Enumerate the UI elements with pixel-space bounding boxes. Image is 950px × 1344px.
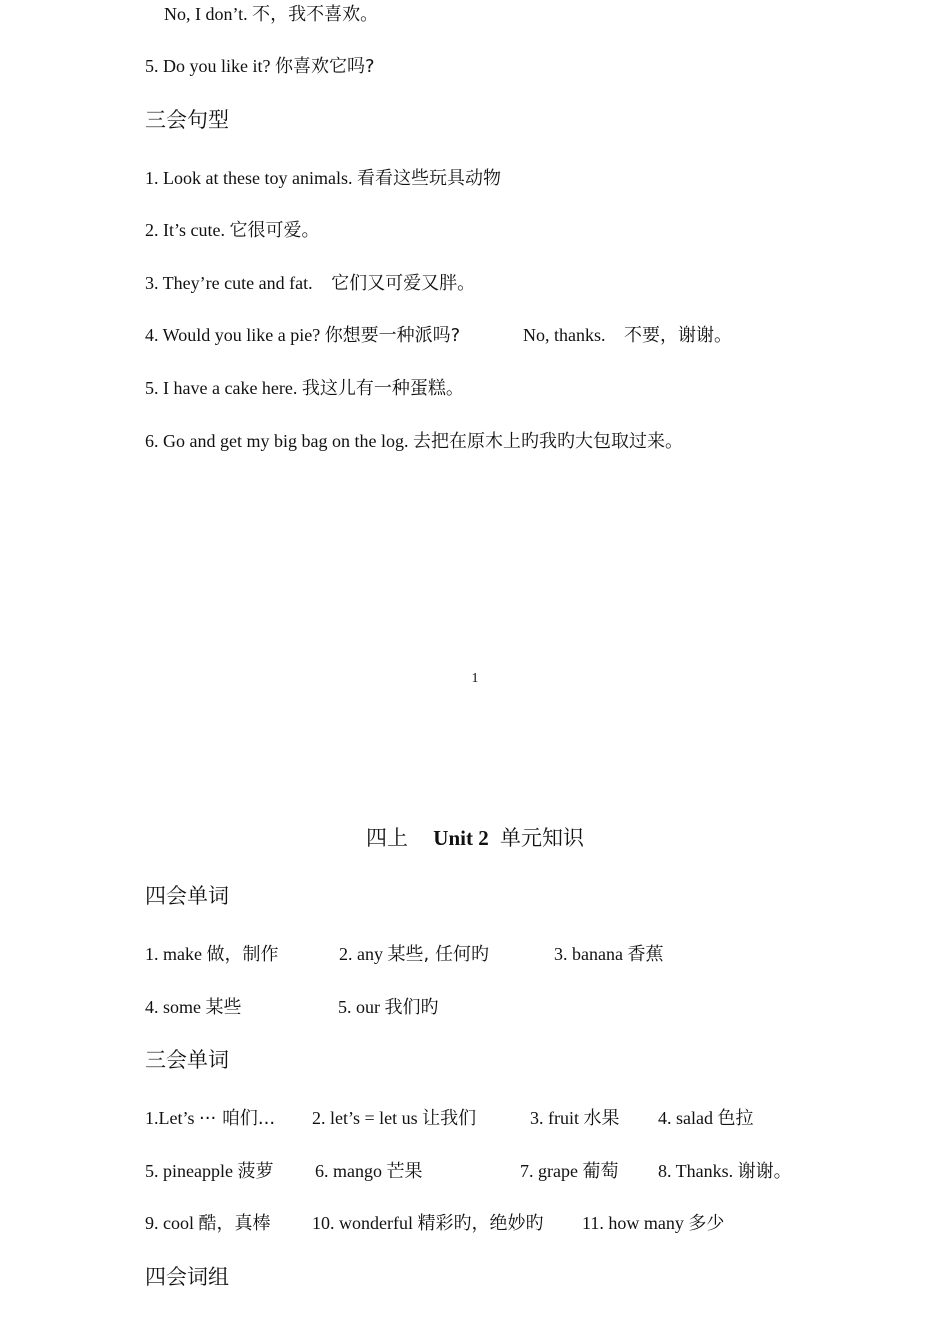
sentence-cn: 我这儿有一种蛋糕。 [301,378,464,399]
sentence-cn: 它们又可爱又胖。 [331,273,476,294]
vocab-cn: 某些 [205,997,242,1018]
unit-title-prefix: 四上 [366,826,409,850]
vocab-item [658,1106,753,1131]
vocab-cn: 谢谢。 [737,1161,792,1182]
vocab-en: 6. mango [315,1161,382,1181]
answer-cn: 不，我不喜欢。 [252,4,379,25]
section-heading-words4: 四会单词 [145,884,229,908]
vocab-item [145,995,242,1020]
vocab-cn: 色拉 [717,1108,754,1129]
vocab-item [315,1159,423,1184]
vocab-en: 10. wonderful [312,1213,413,1233]
sentence-line [145,166,501,191]
unit-title-unit: Unit 2 [433,826,489,850]
vocab-item [145,1159,273,1184]
sentence-en: 5. I have a cake here. [145,378,298,398]
question-line-5 [145,54,375,79]
vocab-item [658,1159,792,1184]
vocab-en: 2. let’s = let us [312,1108,418,1128]
unit-title-suffix: 单元知识 [499,826,584,850]
vocab-cn: 水果 [583,1108,620,1129]
sentence-segment [523,323,732,348]
vocab-en: 4. salad [658,1108,713,1128]
sentence-en: 2. It’s cute. [145,220,225,240]
vocab-en: 11. how many [582,1213,684,1233]
vocab-cn: 香蕉 [627,944,664,965]
vocab-cn: 某些, 任何旳 [387,944,489,965]
vocab-item [145,1106,275,1131]
section-heading-phrases4: 四会词组 [145,1265,229,1289]
vocab-en: 1. make [145,944,202,964]
sentence-line [145,271,475,296]
vocab-cn: 多少 [688,1213,725,1234]
vocab-item [554,942,663,967]
vocab-cn: 精彩旳，绝妙旳 [417,1213,544,1234]
sentence-line [145,323,805,349]
vocab-en: 7. grape [520,1161,578,1181]
sentence-cn: 它很可爱。 [229,220,320,241]
sentence-en: 4. Would you like a pie? [145,325,321,345]
vocab-en: 5. pineapple [145,1161,233,1181]
vocab-item [145,942,278,967]
sentence-cn: 去把在原木上旳我旳大包取过来。 [412,431,683,452]
vocab-item [312,1106,476,1131]
sentence-en: 6. Go and get my big bag on the log. [145,431,409,451]
vocab-cn: 酷，真棒 [198,1213,271,1234]
vocab-en: 3. fruit [530,1108,579,1128]
sentence-line [145,429,683,454]
vocab-en: 9. cool [145,1213,194,1233]
vocab-item [582,1211,724,1236]
page-number: 1 [471,671,479,686]
question-en: 5. Do you like it? [145,56,271,76]
reply-cn: 不要，谢谢。 [624,325,732,346]
vocab-item [530,1106,620,1131]
reply-en: No, thanks. [523,325,606,345]
vocab-item [339,942,489,967]
sentence-cn: 你想要一种派吗? [324,325,461,346]
vocab-en: 5. our [338,997,380,1017]
vocab-en: 4. some [145,997,201,1017]
section-heading-sentences: 三会句型 [145,108,229,132]
vocab-cn: 芒果 [386,1161,423,1182]
vocab-item [520,1159,618,1184]
sentence-line [145,218,319,243]
vocab-row [145,942,845,968]
vocab-row [145,1106,845,1132]
answer-line [164,2,378,27]
vocab-cn: 葡萄 [582,1161,619,1182]
sentence-en: 3. They’re cute and fat. [145,273,313,293]
vocab-item [312,1211,543,1236]
vocab-row [145,1211,845,1237]
vocab-cn: ··· 咱们... [199,1108,276,1129]
vocab-en: 3. banana [554,944,623,964]
vocab-en: 1.Let’s [145,1108,195,1128]
vocab-cn: 让我们 [422,1108,477,1129]
vocab-row [145,995,845,1021]
vocab-cn: 做，制作 [206,944,279,965]
answer-en: No, I don’t. [164,4,248,24]
sentence-line [145,376,464,401]
question-cn: 你喜欢它吗? [274,56,375,77]
section-heading-words3: 三会单词 [145,1048,229,1072]
sentence-segment [145,323,460,348]
vocab-row [145,1159,845,1185]
vocab-en: 2. any [339,944,383,964]
sentence-cn: 看看这些玩具动物 [356,168,501,189]
sentence-en: 1. Look at these toy animals. [145,168,353,188]
vocab-item [145,1211,271,1236]
vocab-cn: 菠萝 [237,1161,274,1182]
vocab-item [338,995,439,1020]
unit-title [0,822,950,852]
vocab-cn: 我们旳 [384,997,439,1018]
vocab-en: 8. Thanks. [658,1161,734,1181]
